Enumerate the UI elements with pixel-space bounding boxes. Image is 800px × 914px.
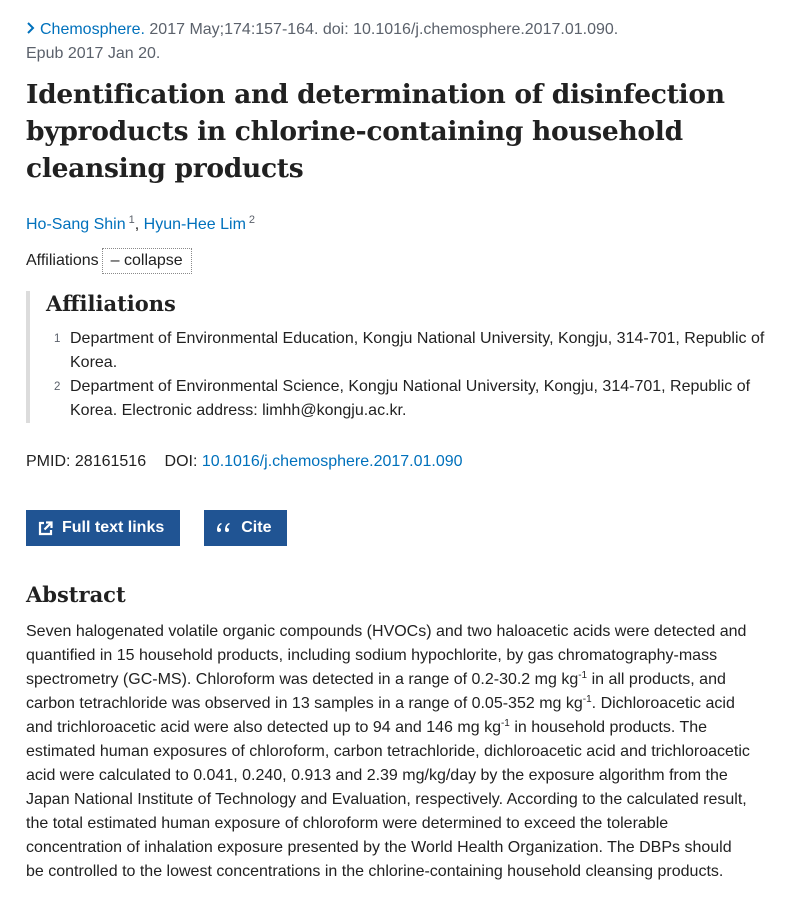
epub-date: Epub 2017 Jan 20. [26,45,161,62]
author-link[interactable]: Ho-Sang Shin [26,216,126,233]
minus-icon: – [110,252,120,269]
action-buttons [26,510,774,546]
doi-link[interactable]: 10.1016/j.chemosphere.2017.01.090 [201,453,463,470]
citation-details: 2017 May;174:157-164. doi: 10.1016/j.chemosphere.2017.01.090. [149,21,619,38]
collapse-label: collapse [124,252,183,269]
affiliations-toggle-row [26,248,774,274]
full-text-links-label: Full text links [62,519,165,536]
affiliations-panel [26,291,774,423]
full-text-links-button[interactable] [26,510,180,546]
author-link[interactable]: Hyun-Hee Lim [143,216,246,233]
article-identifiers [26,450,774,474]
pmid-label: PMID: [26,453,71,470]
affiliation-item [46,375,774,423]
pmid-value: 28161516 [74,453,147,470]
external-link-icon [38,521,53,536]
chevron-right-icon [26,18,40,42]
cite-button[interactable] [204,510,287,546]
cite-label: Cite [241,519,272,536]
affiliation-item [46,327,774,375]
doi-label: DOI: [164,453,198,470]
author-list: Ho-Sang Shin $^1$, Hyun-Hee Lim $^2$ [26,214,256,233]
affiliation-text: Department of Environmental Education, Kongju National University, Kongju, 314-701, Republic of Korea. [70,330,765,371]
journal-link[interactable]: Chemosphere. [40,21,145,38]
abstract-text: Seven halogenated volatile organic compounds (HVOCs) and two haloacetic acids were detected and quantified in 15 household products, including sodium hypochlorite, by gas chromatography-mass spectrometry (GC-MS). Chloroform was detected in a range of 0.2-30.2 mg $kg^{-1}$ in all products, and carbon tetrachloride was observed in 13 samples in a range of 0.05-352 mg $kg^{-1}$. Dichloroacetic acid and trichloroacetic acid were also detected up to 94 and 146 mg $kg^{-1}$ in household products. The estimated human exposures of chloroform, carbon tetrachloride, dichloroacetic acid and trichloroacetic acid were calculated to 0.041, 0.240, 0.913 and 2.39 mg/kg/day by the exposure algorithm from the Japan National Institute of Technology and Evaluation, respectively. According to the calculated result, the total estimated human exposure of chloroform were determined to exceed the tolerable concentration of inhalation exposure presented by the World Health Organization. The DBPs should be controlled to the lowest concentrations in the chlorine-containing household cleansing products. [26,623,750,880]
abstract-heading: Abstract [26,582,126,607]
abstract-body [26,620,774,884]
affiliations-list [46,327,774,423]
affiliation-number: 2 [54,381,61,393]
article-title: Identification and determination of disinfection byproducts in chlorine-containing household cleansing products [26,79,725,184]
author-affiliation-number[interactable]: 2 [248,214,256,226]
affiliations-heading: Affiliations [46,291,176,316]
author-affiliation-number[interactable]: 1 [128,214,135,226]
citation [26,18,774,66]
affiliation-text: Department of Environmental Science, Kongju National University, Kongju, 314-701, Republic of Korea. Electronic address: limhh@kongju.ac.kr. [70,378,751,419]
affiliation-number: 1 [54,333,61,345]
collapse-affiliations-button[interactable] [102,248,192,274]
affiliations-label: Affiliations [26,252,99,269]
quote-icon [216,522,232,534]
